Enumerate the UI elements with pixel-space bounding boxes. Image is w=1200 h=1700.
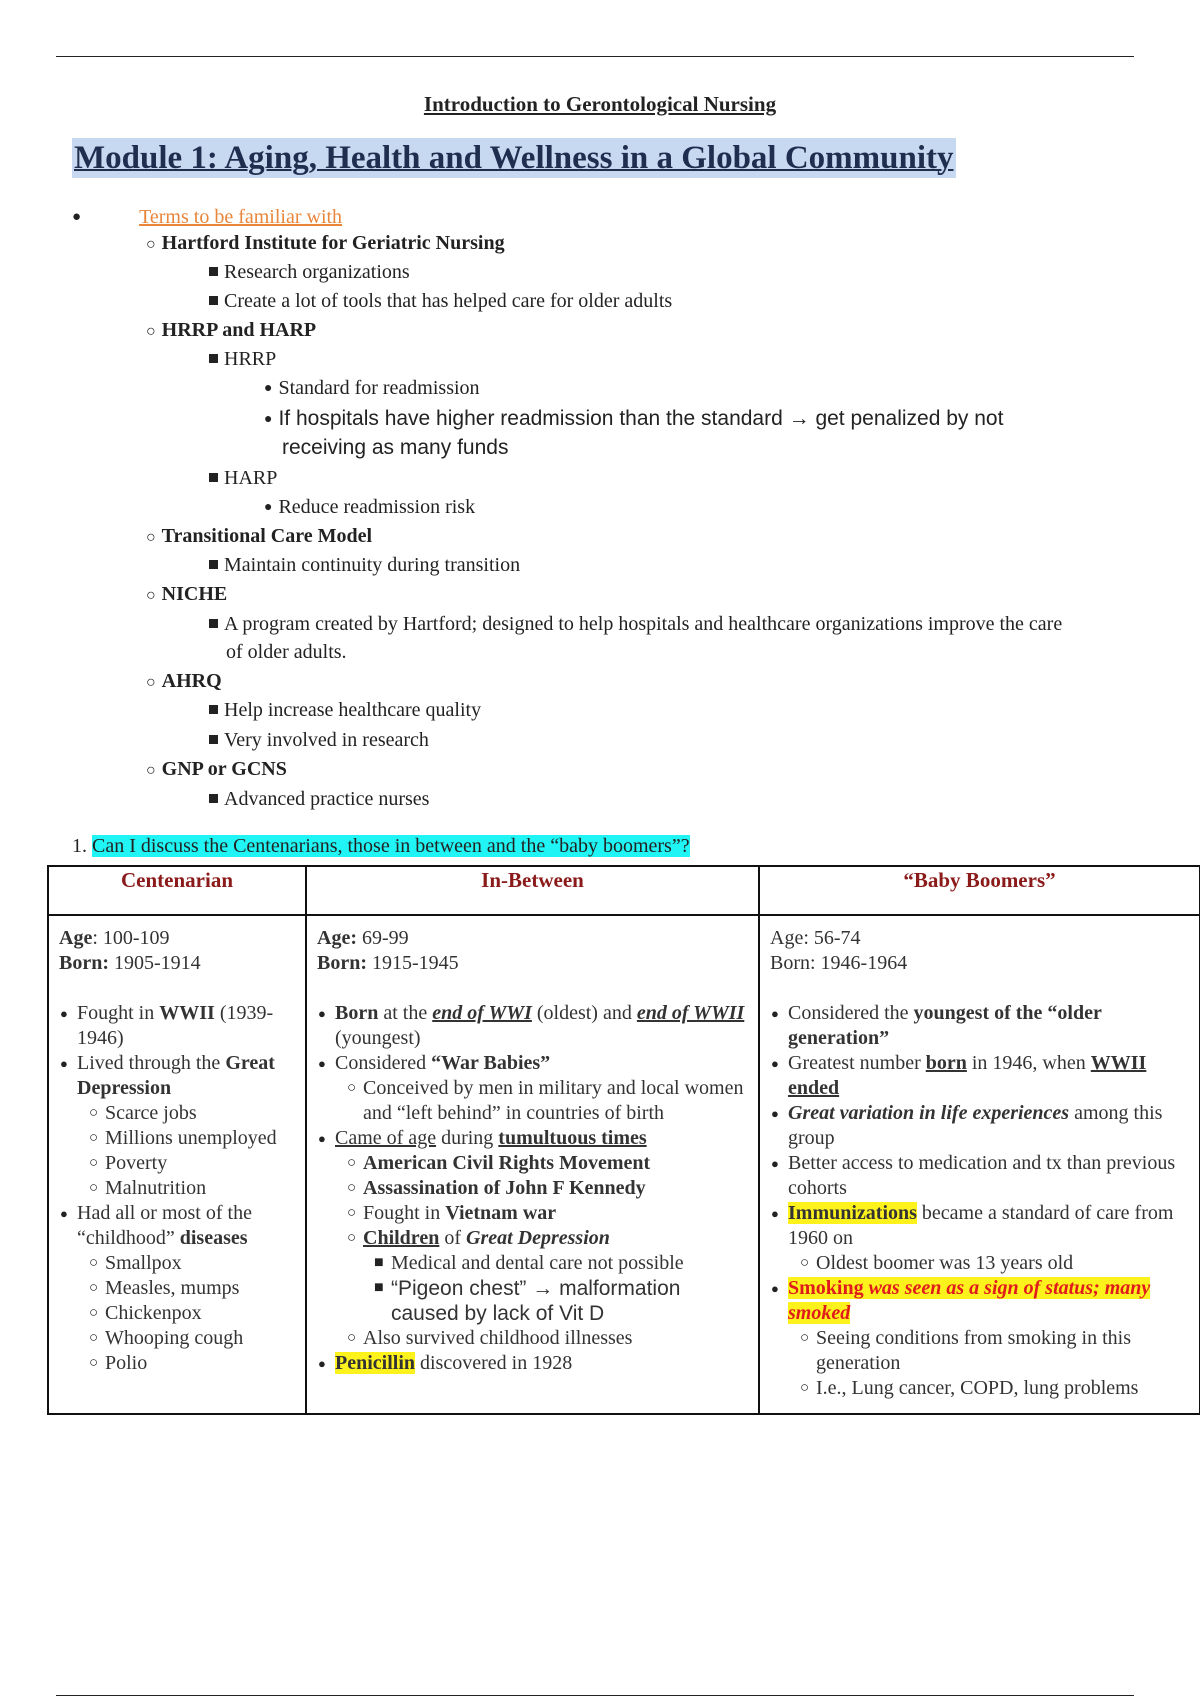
outline-subitem: Maintain continuity during transition: [209, 552, 520, 578]
document-title: Introduction to Gerontological Nursing: [423, 92, 777, 116]
header-centenarian: Centenarian: [48, 866, 306, 915]
header-baby-boomers: “Baby Boomers”: [759, 866, 1200, 915]
outline-item-hartford: ○ Hartford Institute for Geriatric Nursing: [146, 232, 505, 254]
cell-centenarian: Age: 100-109 Born: 1905-1914 ● Fought in WWII (1939-1946) ● Lived through the Great Depression ○ Scarce jobs ○ Millions unemployed ○ Poverty ○ Malnutrition ● Had all or most of the “childhood” diseases ○ Smallpox ○ Measles, mumps ○ Chickenpox ○ Whooping cough ○ Polio: [48, 915, 306, 1414]
outline-bullet-continuation: receiving as many funds: [282, 436, 509, 459]
outline-subitem: Advanced practice nurses: [209, 786, 429, 812]
list-item: ● Had all or most of the “childhood” diseases ○ Smallpox ○ Measles, mumps ○ Chickenpox ○ Whooping cough ○ Polio: [77, 1201, 297, 1376]
question-number: 1.: [72, 835, 87, 857]
table-header-row: [48, 866, 1200, 915]
outline-subitem-continuation: of older adults.: [226, 641, 347, 663]
outline-item-niche: ○ NICHE: [146, 583, 228, 605]
list-item: ● Came of age during tumultuous times ○ American Civil Rights Movement ○ Assassination of John F Kennedy ○ Fought in Vietnam war ○ Children of Great Depression ■ Medical and dental care not possible ■ “Pigeon chest” → malformation caused by lack of Vit D ○ Also survived childhood illnesses: [335, 1126, 750, 1351]
list-item: ● Better access to medication and tx than previous cohorts: [788, 1151, 1191, 1201]
outline-item-ahrq: ○ AHRQ: [146, 670, 222, 692]
table-row: [48, 915, 1200, 1414]
module-heading: Module 1: Aging, Health and Wellness in a Global Community: [74, 140, 954, 176]
generations-table: [47, 865, 1200, 1415]
list-item: ● Penicillin discovered in 1928: [335, 1351, 750, 1376]
question-text: Can I discuss the Centenarians, those in between and the “baby boomers”?: [92, 835, 690, 857]
outline-subitem: Create a lot of tools that has helped care for older adults: [209, 288, 672, 314]
list-item: ● Smoking was seen as a sign of status; many smoked ○ Seeing conditions from smoking in this generation ○ I.e., Lung cancer, COPD, lung problems: [788, 1276, 1191, 1401]
terms-label: Terms to be familiar with: [139, 206, 343, 228]
outline-subitem: Research organizations: [209, 259, 410, 285]
list-item: ● Immunizations became a standard of care from 1960 on ○ Oldest boomer was 13 years old: [788, 1201, 1191, 1276]
outline-bullet: ● If hospitals have higher readmission than the standard → get penalized by not: [264, 407, 1004, 430]
list-item: ● Greatest number born in 1946, when WWII ended: [788, 1051, 1191, 1101]
header-in-between: In-Between: [306, 866, 759, 915]
list-item: ● Considered “War Babies” ○ Conceived by men in military and local women and “left behind” in countries of birth: [335, 1051, 750, 1126]
outline-bullet: ● Reduce readmission risk: [264, 496, 476, 518]
cell-in-between: Age: 69-99 Born: 1915-1945 ● Born at the end of WWI (oldest) and end of WWII (youngest) ● Considered “War Babies” ○ Conceived by men in military and local women and “left behind” in countries of birth ● Came of age during tumultuous times ○ American Civil Rights Movement ○ Assassination of John F Kennedy ○ Fought in Vietnam war ○ Children of Great Depression ■ Medical and dental care not possible ■ “Pigeon chest” → malformation caused by lack of Vit D ○ Also survived childhood illnesses ● Penicillin discovered in 1928: [306, 915, 759, 1414]
list-item: ● Considered the youngest of the “older generation”: [788, 1001, 1191, 1051]
outline-subitem: A program created by Hartford; designed to help hospitals and healthcare organizations improve the care: [209, 611, 1062, 637]
question-line: [72, 833, 690, 859]
outline-bullet: ● Standard for readmission: [264, 377, 480, 399]
outline-item-hrrp-harp: ○ HRRP and HARP: [146, 319, 317, 341]
outline-item-tcm: ○ Transitional Care Model: [146, 525, 373, 547]
list-item: ● Born at the end of WWI (oldest) and end of WWII (youngest): [335, 1001, 750, 1051]
outline-subitem: Help increase healthcare quality: [209, 697, 481, 723]
bottom-rule: [56, 1695, 1134, 1696]
outline-subitem: HARP: [209, 465, 277, 491]
terms-list-item: ● Terms to be familiar with: [72, 206, 343, 228]
cell-baby-boomers: Age: 56-74 Born: 1946-1964 ● Considered the youngest of the “older generation” ● Greatest number born in 1946, when WWII ended ● Great variation in life experiences among this group ● Better access to medication and tx than previous cohorts ● Immunizations became a standard of care from 1960 on ○ Oldest boomer was 13 years old ● Smoking was seen as a sign of status; many smoked ○ Seeing conditions from smoking in this generation ○ I.e., Lung cancer, COPD, lung problems: [759, 915, 1200, 1414]
outline-subitem: HRRP: [209, 346, 276, 372]
list-item: ● Lived through the Great Depression ○ Scarce jobs ○ Millions unemployed ○ Poverty ○ Malnutrition: [77, 1051, 297, 1201]
list-item: ● Fought in WWII (1939-1946): [77, 1001, 297, 1051]
list-item: ● Great variation in life experiences among this group: [788, 1101, 1191, 1151]
top-rule: [56, 56, 1134, 57]
outline-subitem: Very involved in research: [209, 727, 429, 753]
outline-item-gnp: ○ GNP or GCNS: [146, 758, 287, 780]
